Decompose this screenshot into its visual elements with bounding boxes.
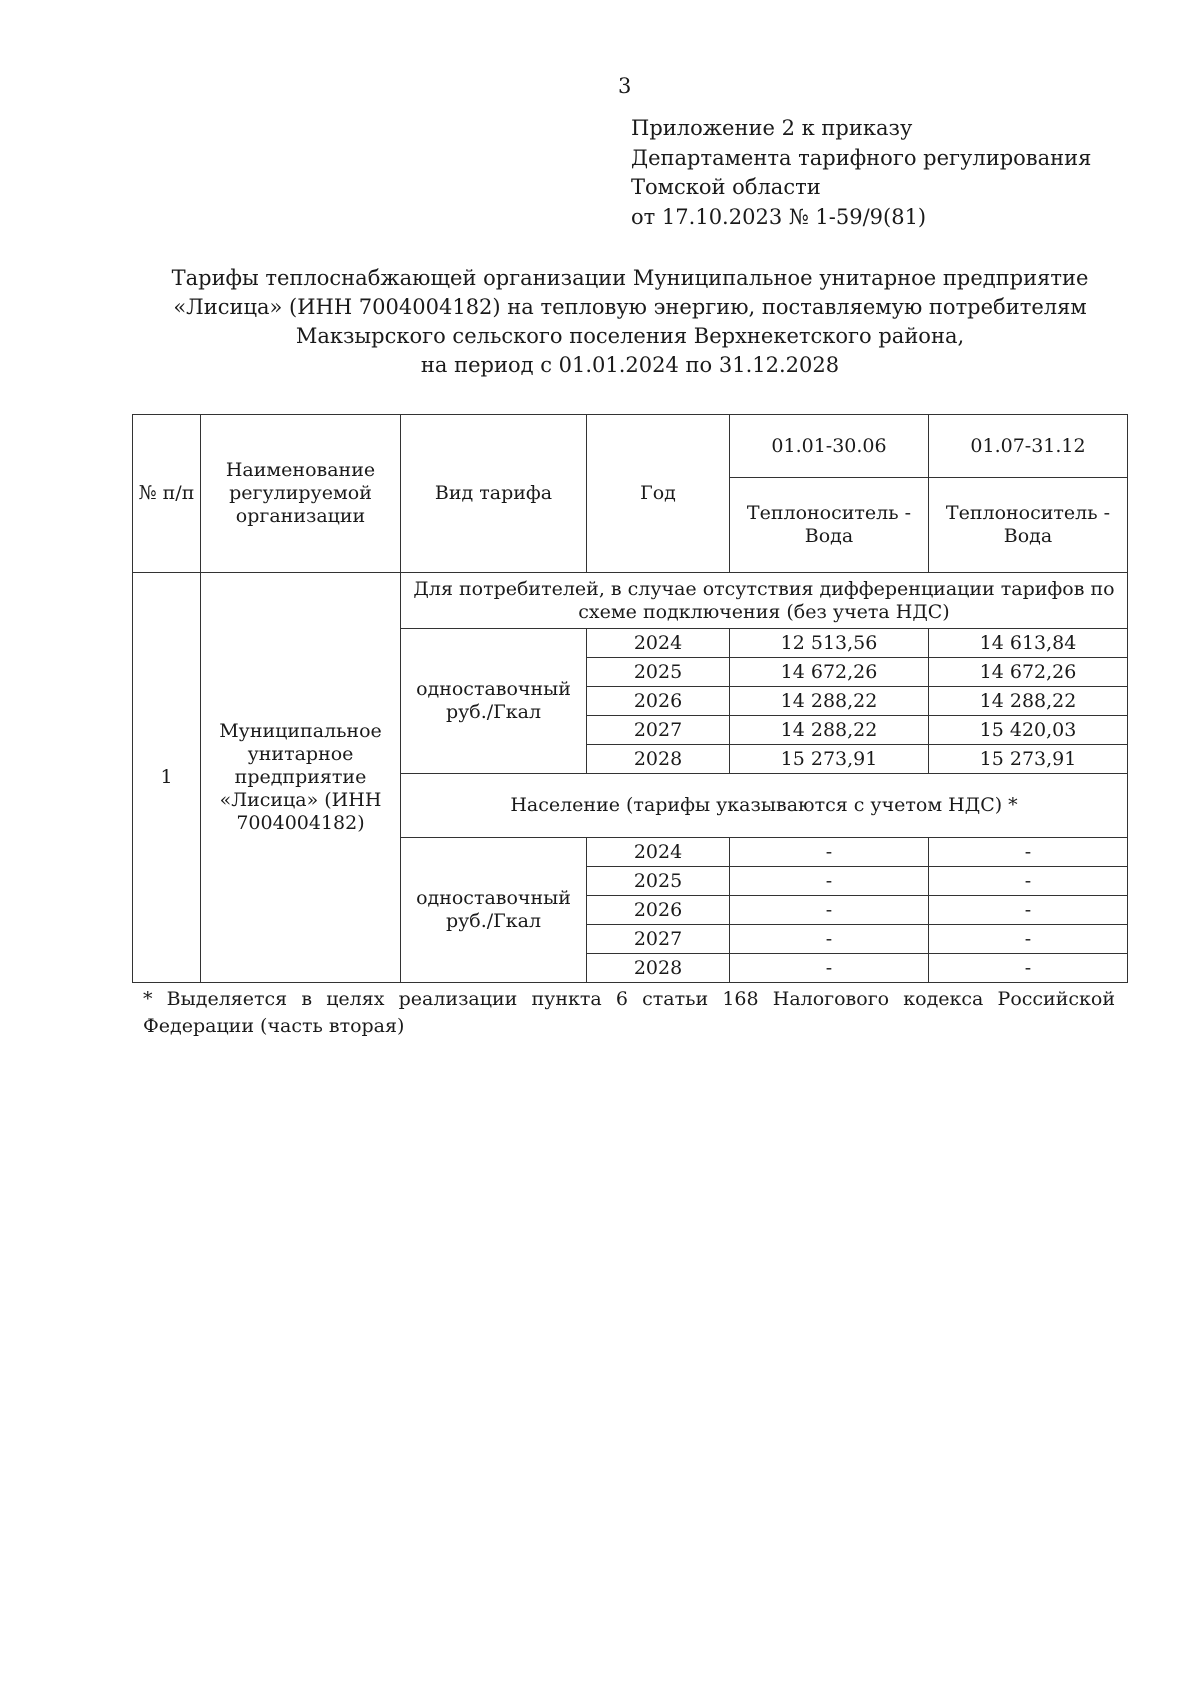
footnote: * Выделяется в целях реализации пункта 6 статьи 168 Налогового кодекса Российской Федерации (часть вторая) bbox=[143, 988, 1115, 1037]
year-cell: 2024 bbox=[587, 629, 730, 658]
section-title: Для потребителей, в случае отсутствия дифференциации тарифов по схеме подключения (без учета НДС) bbox=[401, 573, 1128, 629]
tariff-value-cell: 15 273,91 bbox=[929, 745, 1128, 774]
organization-name: Муниципальное унитарное предприятие «Лисица» (ИНН 7004004182) bbox=[201, 573, 401, 983]
tariff-value-cell: 14 288,22 bbox=[929, 687, 1128, 716]
row-number: 1 bbox=[133, 573, 201, 983]
tariff-value-cell: - bbox=[730, 896, 929, 925]
year-cell: 2026 bbox=[587, 687, 730, 716]
tariff-value-cell: 14 288,22 bbox=[730, 716, 929, 745]
header-org: Наименование регулируемой организации bbox=[201, 415, 401, 573]
section-title: Население (тарифы указываются с учетом НДС) * bbox=[401, 774, 1128, 838]
year-cell: 2025 bbox=[587, 658, 730, 687]
header-year: Год bbox=[587, 415, 730, 573]
tariff-value-cell: 14 672,26 bbox=[929, 658, 1128, 687]
appendix-line: Приложение 2 к приказу bbox=[631, 116, 913, 140]
tariff-value-cell: - bbox=[730, 954, 929, 983]
tariff-value-cell: 14 613,84 bbox=[929, 629, 1128, 658]
tariff-value-cell: - bbox=[929, 867, 1128, 896]
appendix-line: от 17.10.2023 № 1-59/9(81) bbox=[631, 204, 927, 229]
appendix-line: Томской области bbox=[631, 175, 821, 199]
header-carrier: Теплоноситель - Вода bbox=[929, 478, 1128, 573]
section-header-row bbox=[133, 573, 1128, 629]
tariff-value-cell: - bbox=[730, 838, 929, 867]
year-cell: 2025 bbox=[587, 867, 730, 896]
tariff-value-cell: 15 273,91 bbox=[730, 745, 929, 774]
header-row bbox=[133, 415, 1128, 478]
tariff-type-cell: одноставочный руб./Гкал bbox=[401, 629, 587, 774]
tariff-value-cell: - bbox=[929, 896, 1128, 925]
tariff-value-cell: - bbox=[929, 954, 1128, 983]
title-line: на период с 01.01.2024 по 31.12.2028 bbox=[420, 353, 840, 377]
page-number: 3 bbox=[618, 74, 632, 98]
tariff-value-cell: 12 513,56 bbox=[730, 629, 929, 658]
tariff-table bbox=[132, 414, 1128, 983]
tariff-value-cell: - bbox=[929, 838, 1128, 867]
title-line: Тарифы теплоснабжающей организации Муниципальное унитарное предприятие bbox=[171, 266, 1089, 290]
title-line: «Лисица» (ИНН 7004004182) на тепловую энергию, поставляемую потребителям bbox=[173, 295, 1087, 319]
year-cell: 2024 bbox=[587, 838, 730, 867]
tariff-value-cell: 14 288,22 bbox=[730, 687, 929, 716]
document-title bbox=[130, 264, 1130, 380]
header-carrier: Теплоноситель - Вода bbox=[730, 478, 929, 573]
appendix-block bbox=[631, 114, 1091, 232]
tariff-value-cell: - bbox=[929, 925, 1128, 954]
tariff-value-cell: 14 672,26 bbox=[730, 658, 929, 687]
title-line: Макзырского сельского поселения Верхнекетского района, bbox=[295, 324, 965, 348]
year-cell: 2028 bbox=[587, 745, 730, 774]
header-period: 01.01-30.06 bbox=[730, 415, 929, 478]
tariff-type-cell: одноставочный руб./Гкал bbox=[401, 838, 587, 983]
year-cell: 2027 bbox=[587, 716, 730, 745]
year-cell: 2026 bbox=[587, 896, 730, 925]
header-num: № п/п bbox=[133, 415, 201, 573]
appendix-line: Департамента тарифного регулирования bbox=[631, 145, 1092, 170]
tariff-value-cell: - bbox=[730, 925, 929, 954]
header-tariff-type: Вид тарифа bbox=[401, 415, 587, 573]
year-cell: 2028 bbox=[587, 954, 730, 983]
tariff-value-cell: - bbox=[730, 867, 929, 896]
tariff-value-cell: 15 420,03 bbox=[929, 716, 1128, 745]
header-period: 01.07-31.12 bbox=[929, 415, 1128, 478]
year-cell: 2027 bbox=[587, 925, 730, 954]
